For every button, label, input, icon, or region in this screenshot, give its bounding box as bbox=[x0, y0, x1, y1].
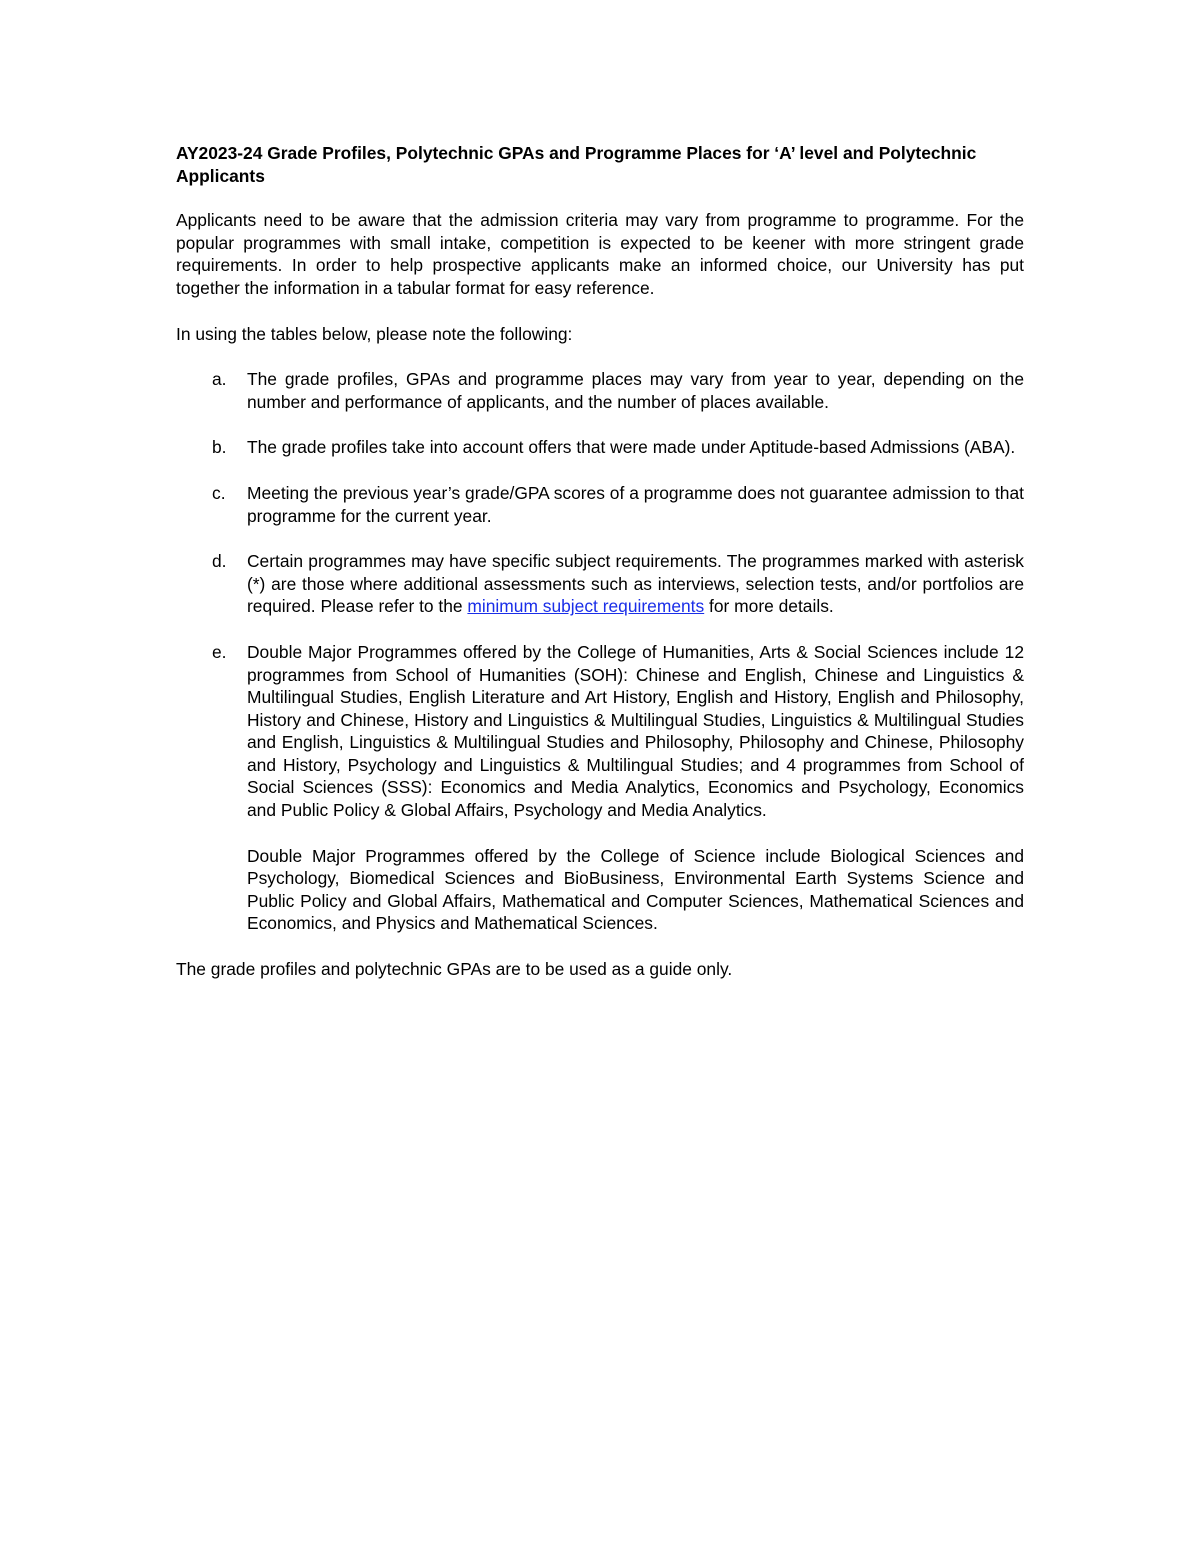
intro-paragraph: Applicants need to be aware that the admission criteria may vary from programme to programme. For the popular programmes with small intake, competition is expected to be keener with more stringent grade requirements. In order to help prospective applicants make an informed choice, our University has put together the information in a tabular format for easy reference. bbox=[176, 210, 1024, 298]
note-text-before-link: Certain programmes may have specific subject requirements. The programmes marked with asterisk (*) are those where additional assessments such as interviews, selection tests, and/or portfolios are required. Please refer to the bbox=[247, 551, 1024, 617]
note-item-c bbox=[176, 482, 1024, 527]
notes-list bbox=[176, 368, 1024, 935]
note-text: Meeting the previous year’s grade/GPA scores of a programme does not guarantee admission to that programme for the current year. bbox=[247, 482, 1024, 526]
note-marker: e. bbox=[212, 641, 227, 662]
document-title: AY2023-24 Grade Profiles, Polytechnic GPAs and Programme Places for ‘A’ level and Polytechnic Applicants bbox=[176, 143, 977, 186]
minimum-subject-requirements-link[interactable]: minimum subject requirements bbox=[467, 596, 705, 617]
note-text bbox=[247, 550, 1024, 618]
note-marker: d. bbox=[212, 551, 227, 572]
lead-in-paragraph: In using the tables below, please note the following: bbox=[176, 323, 573, 344]
note-marker: c. bbox=[212, 482, 226, 503]
note-text-after-link: for more details. bbox=[704, 596, 834, 617]
note-item-e bbox=[176, 641, 1024, 935]
note-text: The grade profiles take into account offers that were made under Aptitude-based Admissions (ABA). bbox=[247, 437, 1016, 458]
note-item-d bbox=[176, 550, 1024, 618]
note-item-b bbox=[176, 436, 1024, 459]
note-item-a bbox=[176, 368, 1024, 413]
note-text: Double Major Programmes offered by the College of Humanities, Arts & Social Sciences include 12 programmes from School of Humanities (SOH): Chinese and English, Chinese and Linguistics & Multilingual Studies, English Literature and Art History, English and History, English and Philosophy, History and Chinese, History and Linguistics & Multilingual Studies, Linguistics & Multilingual Studies and English, Linguistics & Multilingual Studies and Philosophy, Philosophy and Chinese, Philosophy and History, Psychology and Linguistics & Multilingual Studies; and 4 programmes from School of Social Sciences (SSS): Economics and Media Analytics, Economics and Psychology, Economics and Public Policy & Global Affairs, Psychology and Media Analytics. bbox=[247, 641, 1024, 821]
note-text-second-paragraph: Double Major Programmes offered by the College of Science include Biological Sciences and Psychology, Biomedical Sciences and BioBusiness, Environmental Earth Systems Science and Public Policy and Global Affairs, Mathematical and Computer Sciences, Mathematical Sciences and Economics, and Physics and Mathematical Sciences. bbox=[247, 845, 1024, 934]
document-page bbox=[176, 142, 1024, 1004]
closing-paragraph: The grade profiles and polytechnic GPAs are to be used as a guide only. bbox=[176, 959, 733, 980]
note-text: The grade profiles, GPAs and programme places may vary from year to year, depending on the number and performance of applicants, and the number of places available. bbox=[247, 369, 1024, 412]
note-marker: b. bbox=[212, 437, 227, 458]
note-marker: a. bbox=[212, 369, 227, 390]
